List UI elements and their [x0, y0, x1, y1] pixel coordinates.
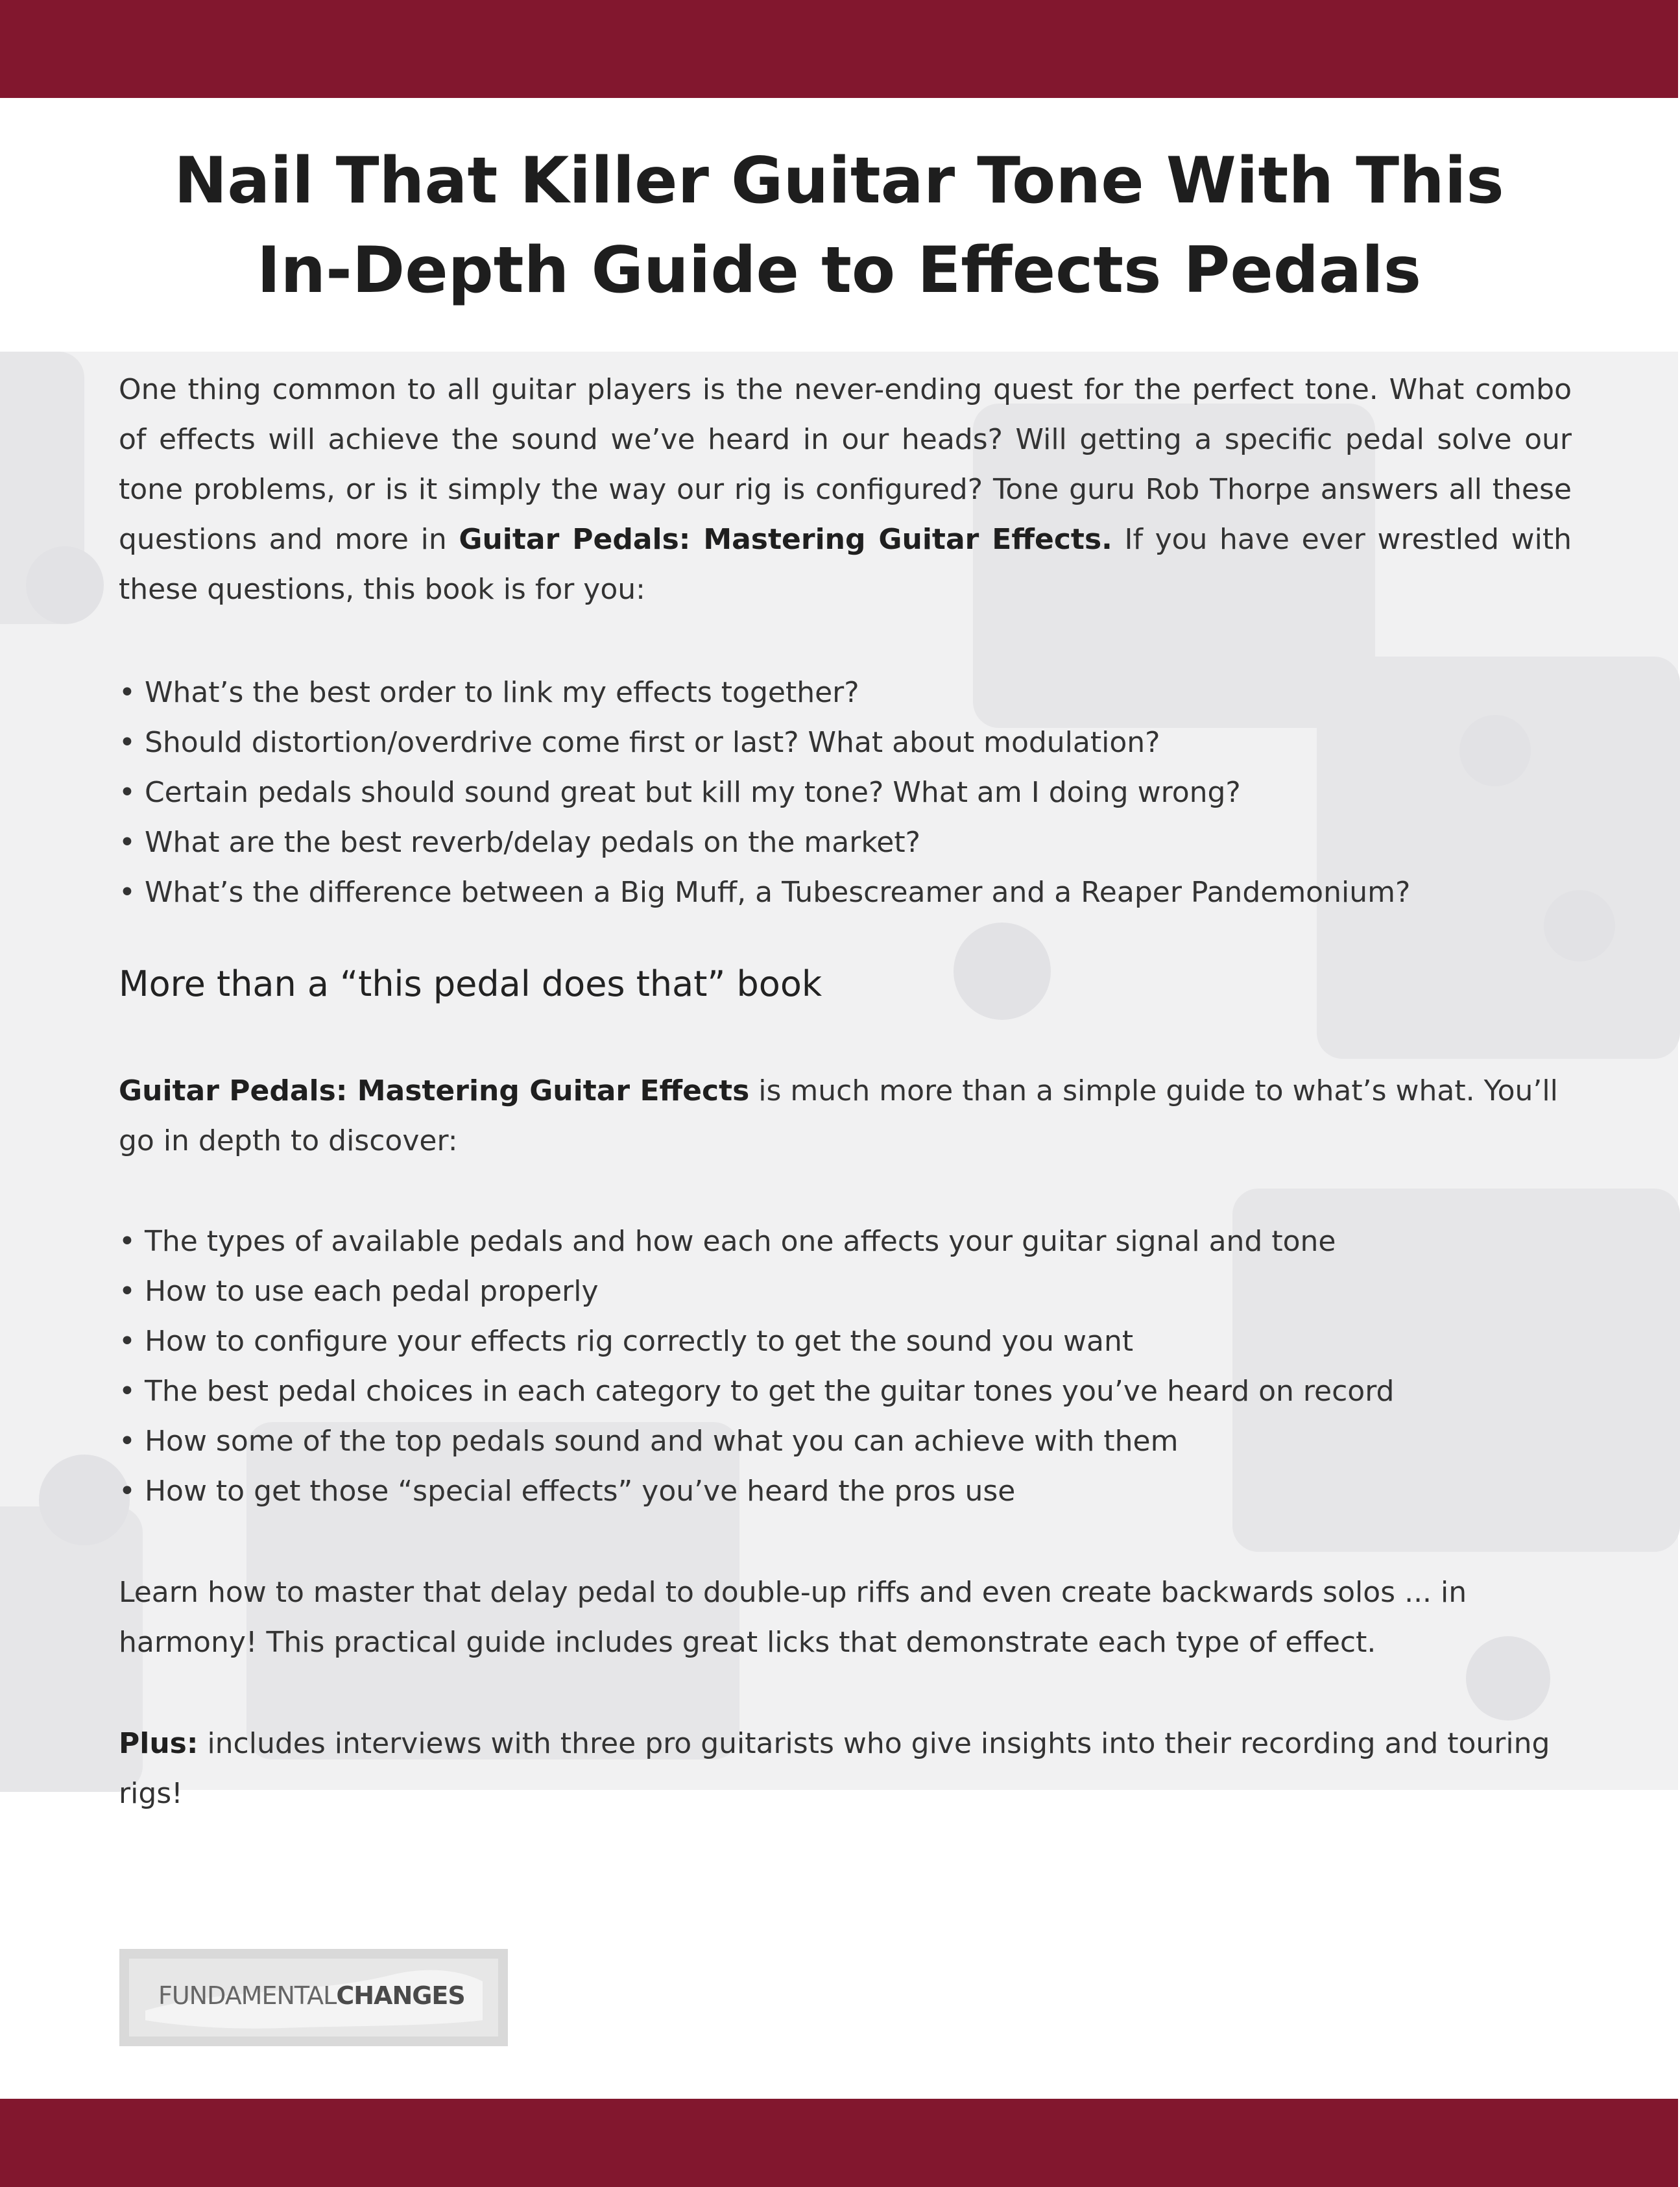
list-item: • What are the best reverb/delay pedals on the market?	[119, 817, 1572, 867]
plus-label: Plus:	[119, 1727, 198, 1760]
logo-wordmark	[158, 1981, 465, 2010]
list-item: • What’s the difference between a Big Muff, a Tubescreamer and a Reaper Pandemonium?	[119, 867, 1572, 917]
intro-text: One thing common to all guitar players is the never-ending quest for the perfect tone. What combo of effects will achieve the sound we’ve heard in our heads? Will getting a specific pedal solve our tone problems, or is it simply the way our rig is configured? Tone guru Rob Thorpe answers all these questions and more in	[119, 373, 1572, 556]
plus-paragraph	[119, 1719, 1572, 1818]
discover-text: is much more than a simple guide to what’s what. You’ll go in depth to discover:	[119, 1074, 1558, 1157]
knob-shape	[954, 923, 1051, 1020]
pedalboard-background-panel	[0, 352, 1678, 1810]
list-item: • How some of the top pedals sound and what you can achieve with them	[119, 1416, 1572, 1466]
plus-text: includes interviews with three pro guitarists who give insights into their recording and touring rigs!	[119, 1727, 1550, 1810]
section-subheading: More than a “this pedal does that” book	[119, 963, 822, 1004]
list-item: • Should distortion/overdrive come first or last? What about modulation?	[119, 718, 1572, 767]
title-line-1: Nail That Killer Guitar Tone With This	[174, 144, 1504, 218]
list-item: • How to get those “special effects” you’ve heard the pros use	[119, 1466, 1572, 1516]
list-item: • How to use each pedal properly	[119, 1266, 1572, 1316]
title-line-2: In-Depth Guide to Effects Pedals	[256, 234, 1422, 308]
list-item: • Certain pedals should sound great but kill my tone? What am I doing wrong?	[119, 767, 1572, 817]
intro-paragraph	[119, 365, 1572, 614]
page-title	[78, 136, 1600, 315]
bottom-color-band	[0, 2099, 1678, 2187]
knob-shape	[26, 546, 104, 624]
knob-shape	[39, 1455, 130, 1545]
logo-text-part2: CHANGES	[336, 1981, 465, 2010]
list-item: • How to configure your effects rig correctly to get the sound you want	[119, 1316, 1572, 1366]
discover-book-title: Guitar Pedals: Mastering Guitar Effects	[119, 1074, 750, 1107]
topics-list	[119, 1216, 1572, 1516]
top-color-band	[0, 0, 1678, 98]
learn-paragraph: Learn how to master that delay pedal to double-up riffs and even create backwards solos ... in harmony! This practical guide includes great licks that demonstrate each type of effect.	[119, 1576, 1467, 1659]
list-item: • What’s the best order to link my effects together?	[119, 668, 1572, 718]
questions-list	[119, 668, 1572, 917]
list-item: • The best pedal choices in each category to get the guitar tones you’ve heard on record	[119, 1366, 1572, 1416]
intro-text-end: If you have ever wrestled with these questions, this book is for you:	[119, 523, 1572, 606]
intro-book-title: Guitar Pedals: Mastering Guitar Effects.	[459, 523, 1112, 556]
list-item: • The types of available pedals and how each one affects your guitar signal and tone	[119, 1216, 1572, 1266]
publisher-logo	[119, 1949, 508, 2046]
discover-paragraph	[119, 1066, 1572, 1166]
logo-text-part1: FUNDAMENTAL	[158, 1981, 337, 2010]
